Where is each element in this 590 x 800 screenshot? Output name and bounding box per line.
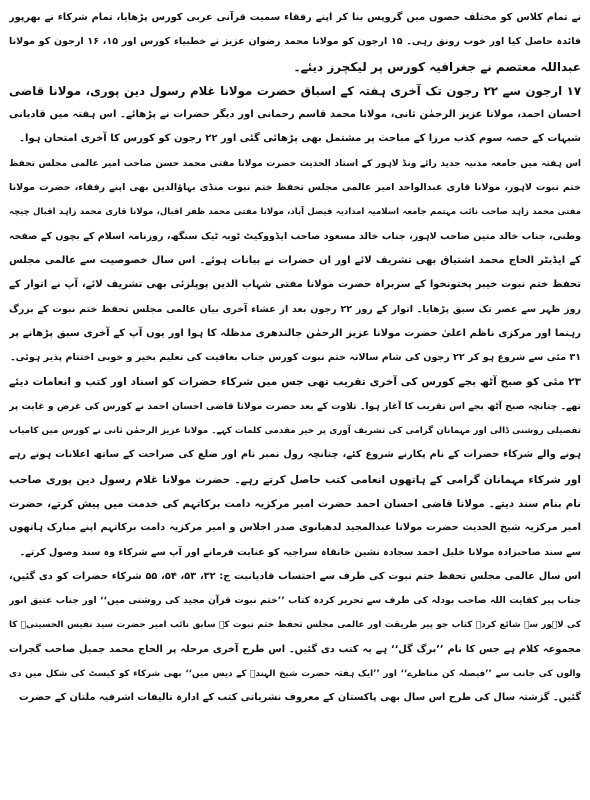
text-line: گئیں۔ گزشتہ سال کی طرح اس سال بھی پاکستان کے معروف نشریاتی کتب کے ادارہ تالیفات اشرفیہ ملتان کے حضرت (18, 692, 581, 704)
text-line: نام بنام سند دیتے۔ مولانا قاضی احسان احمد حضرت امیر مرکزیہ دامت برکاتہم کی خدمت میں پیش کرتے، حضرت (9, 497, 581, 510)
text-line: ۱۷ ارجون سے ۲۲ رجون تک آخری ہفتہ کے اسباق حضرت مولانا غلام رسول دین پوری، مولانا قاضی (9, 83, 581, 98)
text-line: ہونے والے شرکاء حضرات کے نام پکارنے شروع کئے، چنانچہ رول نمبر نام اور ضلع کی صراحت کے ساتھ اعلانات ہوتے رہے (9, 449, 581, 461)
paragraph (9, 152, 581, 371)
text-line: فائدہ حاصل کیا اور خوب رونق رہی۔ ۱۵ ارجون کو مولانا محمد رضوان عزیز نے خطبیاء کورس اور ۱۵، ۱۶ ارجون کو مولانا (9, 36, 581, 48)
text-line: ۲۳ مئی کو صبح آٹھ بجے کورس کی آخری تقریب تھی جس میں شرکاء حضرات کو اسناد اور کتب و انعامات دیئے (9, 376, 581, 389)
text-line: تھے۔ چنانچہ صبح آٹھ بجے اس تقریب کا آغاز ہوا۔ تلاوت کے بعد حضرت مولانا قاضی احسان احمد نے کورس کی غرض و غایت پر (9, 400, 581, 412)
paragraph (9, 79, 581, 152)
text-line: مفتی محمد زاہد صاحب نائب مہتمم جامعہ اسلامیہ امدادیہ فیصل آباد، مولانا مفتی محمد ظفر اقبال، مولانا قاری محمد زاہد اقبال چیچہ (9, 207, 581, 218)
text-line: مجموعہ کلام ہے جس کا نام ’’برگ گل‘‘ ہے یہ کتب دی گئیں۔ اس طرح آخری مرحلہ پر الحاج محمد جمیل صاحب گجرات (9, 643, 581, 655)
text-line: نے تمام کلاس کو مختلف حصوں میں گروپس بنا کر اپنے رفقاء سمیت قرآنی عربی کورس پڑھایا، تمام شرکاء نے بھرپور (9, 12, 581, 23)
text-line: اس ہفتہ میں جامعہ مدنیہ جدید رائے ونڈ لاہور کے استاذ الحدیث حضرت مولانا مفتی محمد حسن صاحب امیر عالمی مجلس تحفظ (9, 158, 581, 169)
text-line: کے ایڈیٹر الحاج محمد اشتیاق بھی تشریف لائے اور ان حضرات نے بیانات ہوئے۔ اس سال خصوصیت سے عالمی مجلس (9, 254, 581, 266)
paragraph (9, 370, 581, 564)
paragraph (9, 565, 581, 711)
text-line: عبداللہ معتصم نے جغرافیہ کورس پر لیکچرز دیئے۔ (293, 59, 581, 74)
text-line: امیر مرکزیہ شیخ الحدیث حضرت مولانا عبدالمجید لدھیانوی صدر اجلاس و امیر مرکزیہ دامت برکاتہم اپنے مبارک ہاتھوں (9, 522, 581, 534)
text-line: ختم نبوت لاہور، مولانا قاری عبدالواحد امیر عالمی مجلس تحفظ ختم نبوت منڈی بہاؤالدین بھی اپنے رفقاء، حضرت مولانا (9, 182, 581, 194)
text-line: جناب پیر کفایت اللہ صاحب بودلہ کی طرف سے تحریر کردہ کتاب ’’ختم نبوت قرآن مجید کی روشنی میں‘‘ اور جناب عتیق انور (9, 595, 581, 607)
text-line: روز ظہر سے عصر تک سبق پڑھایا۔ اتوار کے روز ۲۲ رجون بعد از عشاء آخری بیان عالمی مجلس تحفظ ختم نبوت کے بزرگ (9, 303, 581, 315)
text-line: تحفظ ختم نبوت خیبر پختونخوا کے سربراہ حضرت مولانا مفتی شہاب الدین پوپلزئی بھی تشریف لائے، آپ نے اتوار کے (9, 279, 581, 291)
text-line: شبہات کے حصہ سوم کذب مرزا کے مباحث پر مشتمل بھی پڑھائی گئی اور ۲۲ رجون کو کورس کا آخری امتحان ہوا۔ (19, 133, 581, 145)
text-line: احسان احمد، مولانا عزیز الرحمٰن ثانی، مولانا محمد قاسم رحمانی اور دیگر حضرات نے پڑھائے۔ اس ہفتہ میں قادیانی (9, 109, 581, 121)
text-line: سے سند صاحبزادہ مولانا خلیل احمد سجادہ نشین خانقاہ سراجیہ کو عنایت فرماتے اور آپ سے شرکاء وہ سند وصول کرتے۔ (19, 546, 581, 558)
text-line: والوں کی جانب سے ’’فیصلہ کن مناظرے‘‘ اور ’’ایک ہفتہ حضرت شیخ الہندؒ کے دیس میں‘‘ بھی شرکاء کو کیسٹ کی شکل میں دی (9, 669, 581, 680)
text-line: وطنی، جناب خالد متین صاحب لاہور، جناب خالد مسعود صاحب ایڈووکیٹ ٹوبہ ٹیک سنگھ، روزنامہ اسلام کے بچوں کے صفحہ (9, 230, 581, 242)
text-line: تفصیلی روشنی ڈالی اور مہمانان گرامی کی تشریف آوری پر خیر مقدمی کلمات کہے۔ مولانا عزیز الرحمٰن ثانی نے کورس میں کامیاب (9, 426, 581, 437)
text-line: اور شرکاء مہمانان گرامی کے ہاتھوں انعامی کتب حاصل کرتے رہے۔ حضرت مولانا غلام رسول دین پوری صاحب (9, 473, 581, 486)
text-line: رہنما اور مرکزی ناظم اعلیٰ حضرت مولانا عزیز الرحمٰن جالندھری مدظلہ کا ہوا اور یوں آپ کے آخری سبق پڑھانے پر (9, 327, 581, 339)
text-line: ۳۱ مئی سے شروع ہو کر ۲۲ رجون کی شام سالانہ ختم نبوت کورس جناب بعافیت کی تعلیم بخیر و خوبی اختتام پذیر ہوئی۔ (10, 352, 581, 364)
paragraph (9, 6, 581, 79)
text-line: کی لاہور سے شائع کردہ کتاب جو پیر طریقت اور عالمی مجلس تحفظ ختم نبوت کے سابق نائب امیر حضرت سید نفیس الحسینیؒ کا (9, 620, 581, 631)
text-line: اس سال عالمی مجلس تحفظ ختم نبوت کی طرف سے احتساب قادیانیت ج: ۳۲، ۵۳، ۵۴، ۵۵ شرکاء حضرات کو دی گئیں، (9, 570, 581, 582)
